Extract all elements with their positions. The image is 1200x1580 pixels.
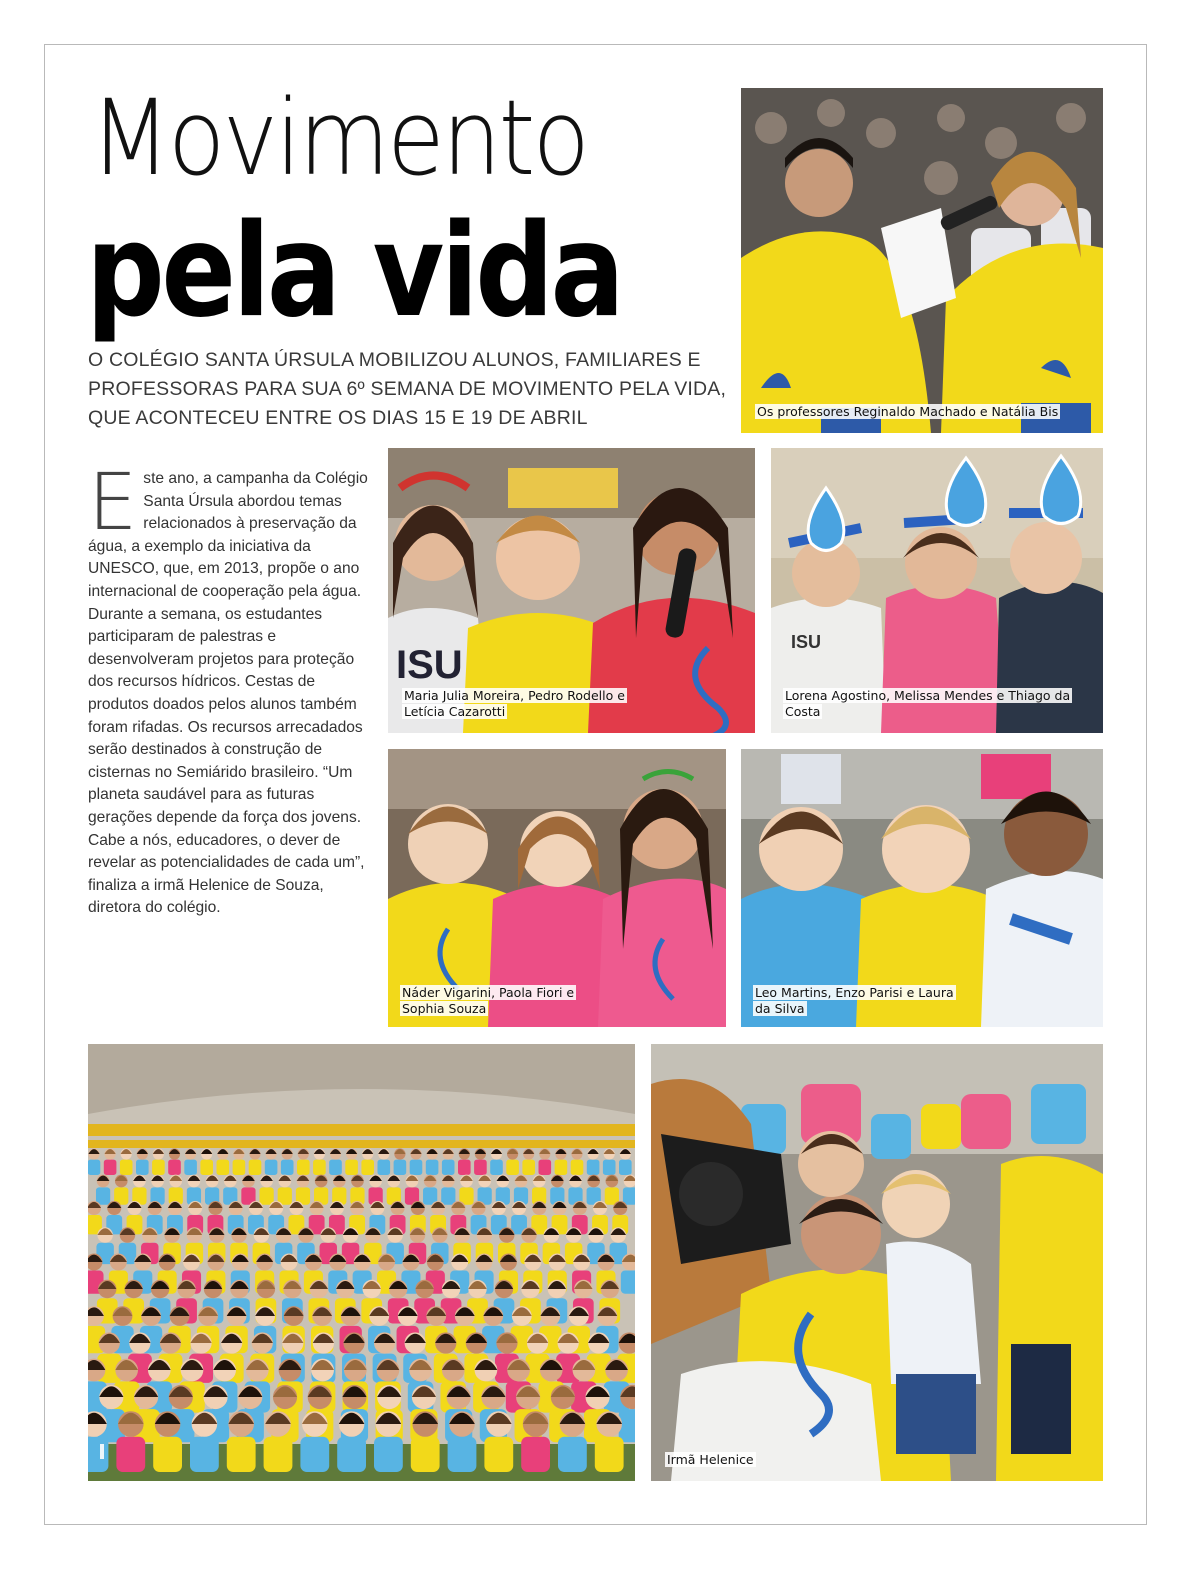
crowd-child	[350, 1175, 364, 1205]
crowd-child	[223, 1175, 237, 1205]
crowd-child	[187, 1175, 201, 1205]
crowd-child	[539, 1148, 552, 1175]
crowd-child	[233, 1148, 246, 1175]
crowd-child	[153, 1411, 182, 1472]
crowd-child	[532, 1175, 546, 1205]
crowd-child	[405, 1175, 419, 1205]
crowd-child	[603, 1148, 616, 1175]
photo-boys-blue-caption: Leo Martins, Enzo Parisi e Laura da Silva	[755, 985, 954, 1016]
crowd-child	[521, 1411, 550, 1472]
crowd-child	[297, 1148, 310, 1175]
article-body	[88, 458, 370, 920]
crowd-child	[442, 1148, 455, 1175]
crowd-child	[448, 1411, 477, 1472]
crowd-child	[484, 1411, 513, 1472]
photo-crowd	[88, 1044, 635, 1481]
crowd-child	[104, 1148, 117, 1175]
photo-helenice	[651, 1044, 1103, 1481]
crowd-child	[474, 1148, 487, 1175]
crowd-child	[595, 1411, 624, 1472]
crowd-child	[411, 1411, 440, 1472]
svg-text:ISU: ISU	[791, 632, 822, 652]
crowd-child	[136, 1148, 149, 1175]
photo-teachers	[741, 88, 1103, 433]
article-deck: O COLÉGIO SANTA ÚRSULA MOBILIZOU ALUNOS, FAMILIARES E PROFESSORAS PARA SUA 6º SEMANA DE MOVIMENTO PELA VIDA, QUE ACONTECEU ENTRE OS DIAS 15 E 19 DE ABRIL	[88, 349, 727, 429]
crowd-child	[168, 1148, 181, 1175]
photo-teachers-caption: Os professores Reginaldo Machado e Natália Bis	[757, 404, 1059, 419]
crowd-child	[555, 1148, 568, 1175]
crowd-child	[605, 1175, 619, 1205]
photo-kids-mic-caption: Maria Julia Moreira, Pedro Rodello e Letícia Cazarotti	[404, 688, 625, 719]
crowd-child	[96, 1175, 110, 1205]
crowd-child	[265, 1148, 278, 1175]
crowd-child	[114, 1175, 128, 1205]
crowd-child	[337, 1411, 366, 1472]
crowd-child	[152, 1148, 165, 1175]
crowd-child	[313, 1148, 326, 1175]
photo-helenice-image	[651, 1044, 1103, 1481]
crowd-child	[120, 1148, 133, 1175]
crowd-child	[314, 1175, 328, 1205]
crowd-child	[217, 1148, 230, 1175]
photo-toddlers	[771, 448, 1103, 733]
crowd-child	[369, 1175, 383, 1205]
crowd-child	[571, 1148, 584, 1175]
crowd-child	[394, 1148, 407, 1175]
photo-crowd-image	[88, 1044, 635, 1481]
crowd-child	[378, 1148, 391, 1175]
crowd-child	[190, 1411, 219, 1472]
crowd-child	[410, 1148, 423, 1175]
photo-boys-blue	[741, 749, 1103, 1027]
crowd-child	[264, 1411, 293, 1472]
crowd-child	[88, 1411, 108, 1472]
crowd-child	[249, 1148, 262, 1175]
crowd-child	[522, 1148, 535, 1175]
crowd-child	[623, 1175, 635, 1205]
crowd-child	[423, 1175, 437, 1205]
photo-crowd-caption	[100, 1444, 300, 1460]
crowd-child	[478, 1175, 492, 1205]
crowd-child	[116, 1411, 145, 1472]
crowd-child	[150, 1175, 164, 1205]
photo-kids-pink-caption: Náder Vigarini, Paola Fiori e Sophia Souza	[402, 985, 575, 1016]
crowd-child	[300, 1411, 329, 1472]
photo-toddlers-caption: Lorena Agostino, Melissa Mendes e Thiago da Costa	[785, 688, 1071, 719]
drop-cap: E	[88, 458, 138, 548]
crowd-child	[558, 1411, 587, 1472]
crowd-child	[496, 1175, 510, 1205]
crowd-child	[459, 1175, 473, 1205]
article-body-text: ste ano, a campanha da Colégio Santa Úrsula abordou temas relacionados à preservação da água, a exemplo da iniciativa da UNESCO, que, em 2013, propõe o ano internacional de cooperação pela água. Durante a semana, os estudantes participaram de palestras e desenvolveram projetos para proteção dos recursos hídricos. Cestas de produtos doados pelos alunos também foram rifadas. Os recursos arrecadados serão destinados à construção de cisternas no Semiárido brasileiro. “Um planeta saudável para as futuras gerações depende da força dos jovens. Cabe a nós, educadores, o dever de revelar as potencialidades de cada um”, finaliza a irmã Helenice de Souza, diretora do colégio.	[88, 470, 368, 917]
crowd-child	[550, 1175, 564, 1205]
crowd-child	[260, 1175, 274, 1205]
crowd-child	[490, 1148, 503, 1175]
crowd-child	[621, 1254, 635, 1294]
crowd-child	[205, 1175, 219, 1205]
crowd-child	[587, 1175, 601, 1205]
crowd-child	[514, 1175, 528, 1205]
crowd-child	[568, 1175, 582, 1205]
crowd-child	[361, 1148, 374, 1175]
crowd-child	[619, 1385, 635, 1442]
crowd-child	[619, 1148, 632, 1175]
photo-kids-mic	[388, 448, 755, 733]
crowd-child	[332, 1175, 346, 1205]
crowd-child	[329, 1148, 342, 1175]
crowd-child	[506, 1148, 519, 1175]
svg-text:ISU: ISU	[396, 643, 463, 687]
crowd-child	[278, 1175, 292, 1205]
photo-teachers-image	[741, 88, 1103, 433]
crowd-child	[169, 1175, 183, 1205]
crowd-child	[374, 1411, 403, 1472]
photo-kids-pink	[388, 749, 726, 1027]
crowd-child	[241, 1175, 255, 1205]
crowd-child	[587, 1148, 600, 1175]
crowd-child	[345, 1148, 358, 1175]
crowd-child	[184, 1148, 197, 1175]
article-title-line1: Movimento	[90, 77, 588, 199]
crowd-child	[458, 1148, 471, 1175]
crowd-child	[88, 1148, 100, 1175]
crowd-child	[426, 1148, 439, 1175]
crowd-child	[281, 1148, 294, 1175]
crowd-child	[441, 1175, 455, 1205]
article-title-line2: pela vida	[86, 197, 622, 346]
crowd-child	[296, 1175, 310, 1205]
crowd-child	[200, 1148, 213, 1175]
crowd-child	[387, 1175, 401, 1205]
crowd-child	[132, 1175, 146, 1205]
photo-helenice-caption: Irmã Helenice	[667, 1452, 754, 1467]
crowd-child	[227, 1411, 256, 1472]
